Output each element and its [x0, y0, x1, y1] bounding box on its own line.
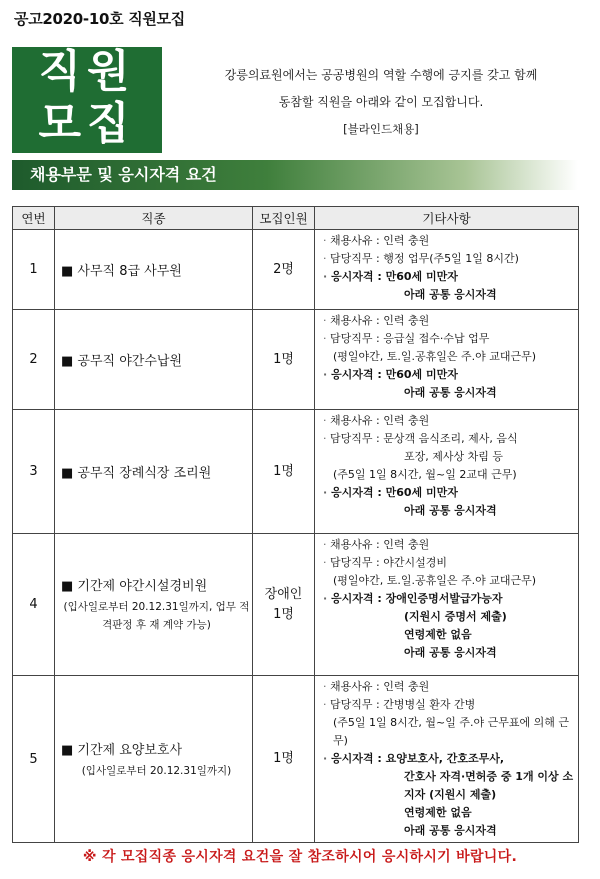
headcount-cell — [253, 230, 315, 310]
detail-item — [323, 412, 574, 430]
job-title-cell — [55, 534, 253, 676]
row-number: 5 — [13, 676, 55, 843]
row-number: 4 — [13, 534, 55, 676]
headcount-number: 1명 — [273, 606, 294, 622]
detail-text: 응시자격 : 만60세 미만자 — [331, 486, 458, 499]
detail-item — [323, 250, 574, 268]
header-job: 직종 — [55, 207, 253, 230]
logo-line-1: 직원 — [38, 46, 136, 97]
detail-text: 담당직무 : 야간시설경비 — [330, 556, 447, 569]
blind-recruitment-label: [블라인드채용] — [343, 122, 419, 136]
headcount-cell — [253, 310, 315, 410]
detail-continuation: 아래 공통 응시자격 — [404, 824, 497, 837]
detail-continuation: 아래 공통 응시자격 — [404, 386, 497, 399]
details-cell — [315, 230, 579, 310]
table-row — [13, 230, 579, 310]
detail-text: 담당직무 : 응급실 접수·수납 업무 — [330, 332, 490, 345]
job-title: ■ 기간제 야간시설경비원 — [61, 579, 208, 594]
table-row — [13, 676, 579, 843]
detail-continuation: 아래 공통 응시자격 — [404, 646, 497, 659]
job-title: ■ 사무직 8급 사무원 — [61, 264, 182, 279]
detail-note: (평일야간, 토.일.공휴일은 주.야 교대근무) — [333, 350, 537, 363]
detail-text: 채용사유 : 인력 충원 — [330, 314, 430, 327]
job-title: ■ 공무직 장례식장 조리원 — [61, 466, 212, 481]
detail-text: 담당직무 : 행정 업무(주5일 1일 8시간) — [330, 252, 519, 265]
detail-note: (주5일 1일 8시간, 월~일 2교대 근무) — [333, 468, 517, 481]
row-number: 3 — [13, 410, 55, 534]
details-cell — [315, 534, 579, 676]
row-number: 1 — [13, 230, 55, 310]
job-title-cell — [55, 410, 253, 534]
detail-note: (주5일 1일 8시간, 월~일 주.야 근무표에 의해 근무) — [333, 716, 569, 747]
detail-continuation: (지원시 증명서 제출) — [404, 610, 507, 623]
detail-text: 응시자격 : 요양보호사, 간호조무사, — [331, 752, 505, 765]
job-title: ■ 기간제 요양보호사 — [61, 742, 183, 758]
detail-item — [323, 366, 574, 384]
table-row — [13, 310, 579, 410]
section-title-bar: 채용부문 및 응시자격 요건 — [12, 160, 578, 190]
detail-item — [323, 268, 574, 286]
headcount-cell — [253, 410, 315, 534]
detail-text: 채용사유 : 인력 충원 — [330, 234, 430, 247]
bullet-icon: · — [323, 414, 327, 427]
header-etc: 기타사항 — [315, 207, 579, 230]
detail-text: 응시자격 : 장애인증명서발급가능자 — [331, 592, 503, 605]
details-cell — [315, 410, 579, 534]
headcount-cell — [253, 534, 315, 676]
footer-note: ※ 각 모집직종 응시자격 요건을 잘 참조하시어 응시하시기 바랍니다. — [82, 849, 518, 865]
bullet-icon: · — [323, 556, 327, 569]
header-count: 모집인원 — [253, 207, 315, 230]
detail-text: 채용사유 : 인력 충원 — [330, 414, 430, 427]
bullet-icon: · — [323, 432, 327, 445]
job-title-cell — [55, 310, 253, 410]
job-subtitle: (입사일로부터 20.12.31일까지, 업무 적격판정 후 재 계약 가능) — [63, 601, 250, 631]
detail-text: 응시자격 : 만60세 미만자 — [331, 270, 458, 283]
detail-note: (평일야간, 토.일.공휴일은 주.야 교대근무) — [333, 574, 537, 587]
detail-text: 채용사유 : 인력 충원 — [330, 538, 430, 551]
intro-text — [172, 62, 590, 143]
job-title-cell — [55, 230, 253, 310]
bullet-icon: · — [323, 270, 328, 283]
intro-line-1: 강릉의료원에서는 공공병원의 역할 수행에 긍지를 갖고 함께 — [224, 68, 538, 82]
bullet-icon: · — [323, 752, 328, 765]
headcount: 1명 — [273, 751, 294, 766]
bullet-icon: · — [323, 368, 328, 381]
detail-text: 담당직무 : 간병병실 환자 간병 — [330, 698, 476, 711]
detail-item — [323, 330, 574, 348]
bullet-icon: · — [323, 486, 328, 499]
headcount-cell — [253, 676, 315, 843]
detail-continuation: 간호사 자격·면허증 중 1개 이상 소지자 (지원시 제출) — [404, 770, 574, 801]
details-cell — [315, 676, 579, 843]
details-cell — [315, 310, 579, 410]
bullet-icon: · — [323, 332, 327, 345]
job-title: ■ 공무직 야간수납원 — [61, 354, 183, 369]
bullet-icon: · — [323, 234, 327, 247]
bullet-icon: · — [323, 698, 327, 711]
job-subtitle: (입사일로부터 20.12.31일까지) — [81, 764, 232, 777]
detail-text: 응시자격 : 만60세 미만자 — [331, 368, 458, 381]
logo-line-2: 모집 — [38, 98, 136, 149]
detail-item — [323, 696, 574, 714]
bullet-icon: · — [323, 680, 327, 693]
detail-text: 담당직무 : 문상객 음식조리, 제사, 음식 — [330, 432, 518, 445]
bullet-icon: · — [323, 538, 327, 551]
headcount: 1명 — [273, 351, 294, 367]
row-number: 2 — [13, 310, 55, 410]
detail-continuation: 아래 공통 응시자격 — [404, 288, 497, 301]
job-title-cell — [55, 676, 253, 843]
detail-item — [323, 554, 574, 572]
recruitment-logo — [12, 47, 162, 153]
detail-continuation: 연령제한 없음 — [404, 806, 472, 819]
detail-text: 채용사유 : 인력 충원 — [330, 680, 430, 693]
detail-item — [323, 536, 574, 554]
notice-number: 공고2020-10호 직원모집 — [14, 10, 186, 28]
detail-continuation: 포장, 제사상 차림 등 — [404, 450, 503, 463]
detail-item — [323, 678, 574, 696]
headcount: 1명 — [273, 463, 294, 479]
header-no: 연번 — [13, 207, 55, 230]
bullet-icon: · — [323, 314, 327, 327]
detail-item — [323, 430, 574, 448]
detail-continuation: 아래 공통 응시자격 — [404, 504, 497, 517]
detail-continuation: 연령제한 없음 — [404, 628, 472, 641]
headcount: 2명 — [273, 261, 294, 277]
detail-item — [323, 590, 574, 608]
table-row — [13, 534, 579, 676]
intro-line-2: 동참할 직원을 아래와 같이 모집합니다. — [278, 95, 484, 109]
detail-item — [323, 312, 574, 330]
table-row — [13, 410, 579, 534]
detail-item — [323, 484, 574, 502]
recruitment-table — [12, 206, 579, 843]
bullet-icon: · — [323, 592, 328, 605]
table-header-row — [13, 207, 579, 230]
detail-item — [323, 232, 574, 250]
headcount: 장애인 — [264, 586, 303, 602]
detail-item — [323, 750, 574, 768]
bullet-icon: · — [323, 252, 327, 265]
